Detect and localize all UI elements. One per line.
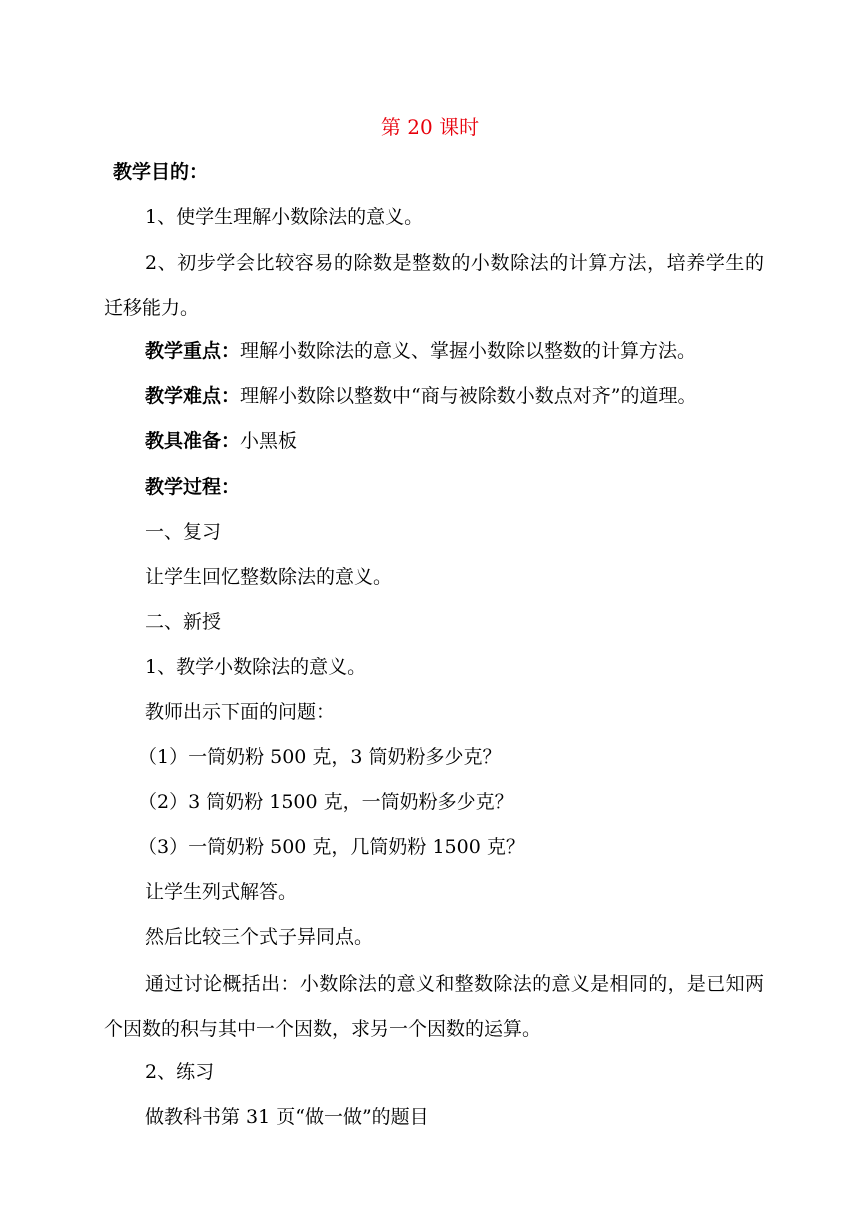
- objective-item-1: 1、使学生理解小数除法的意义。: [145, 206, 424, 228]
- key-point-label: 教学重点：: [145, 340, 241, 362]
- difficulty-label: 教学难点：: [145, 385, 241, 407]
- problem-intro: 教师出示下面的问题：: [145, 701, 336, 723]
- key-point-row: [145, 337, 696, 365]
- new-lesson-heading: 二、新授: [145, 611, 222, 633]
- step-1-heading: 1、教学小数除法的意义。: [145, 656, 367, 678]
- review-text: 让学生回忆整数除法的意义。: [145, 566, 393, 588]
- materials-label: 教具准备：: [145, 430, 241, 452]
- key-point-text: 理解小数除法的意义、掌握小数除以整数的计算方法。: [240, 340, 697, 362]
- exercise-text: 做教科书第 31 页“做一做”的题目: [145, 1106, 429, 1128]
- process-heading: 教学过程：: [145, 476, 241, 498]
- question-2: （2）3 筒奶粉 1500 克，一筒奶粉多少克？: [138, 791, 514, 813]
- difficulty-row: [145, 382, 696, 410]
- materials-text: 小黑板: [240, 430, 298, 452]
- question-3: （3）一筒奶粉 500 克，几筒奶粉 1500 克？: [138, 836, 525, 858]
- lesson-title: 第 20 课时: [380, 115, 480, 139]
- compare-instruction: 然后比较三个式子异同点。: [145, 926, 374, 948]
- solve-instruction: 让学生列式解答。: [145, 881, 298, 903]
- objectives-heading: 教学目的：: [113, 161, 209, 183]
- objective-item-2: 2、初步学会比较容易的除数是整数的小数除法的计算方法，培养学生的迁移能力。: [104, 252, 764, 319]
- question-1: （1）一筒奶粉 500 克，3 筒奶粉多少克？: [138, 746, 502, 768]
- step-2-heading: 2、练习: [145, 1061, 215, 1083]
- review-heading: 一、复习: [145, 521, 222, 543]
- difficulty-text: 理解小数除以整数中“商与被除数小数点对齐”的道理。: [240, 385, 697, 407]
- summary-paragraph: 通过讨论概括出：小数除法的意义和整数除法的意义是相同的，是已知两个因数的积与其中一个因数，求另一个因数的运算。: [104, 973, 764, 1040]
- materials-row: [145, 427, 297, 455]
